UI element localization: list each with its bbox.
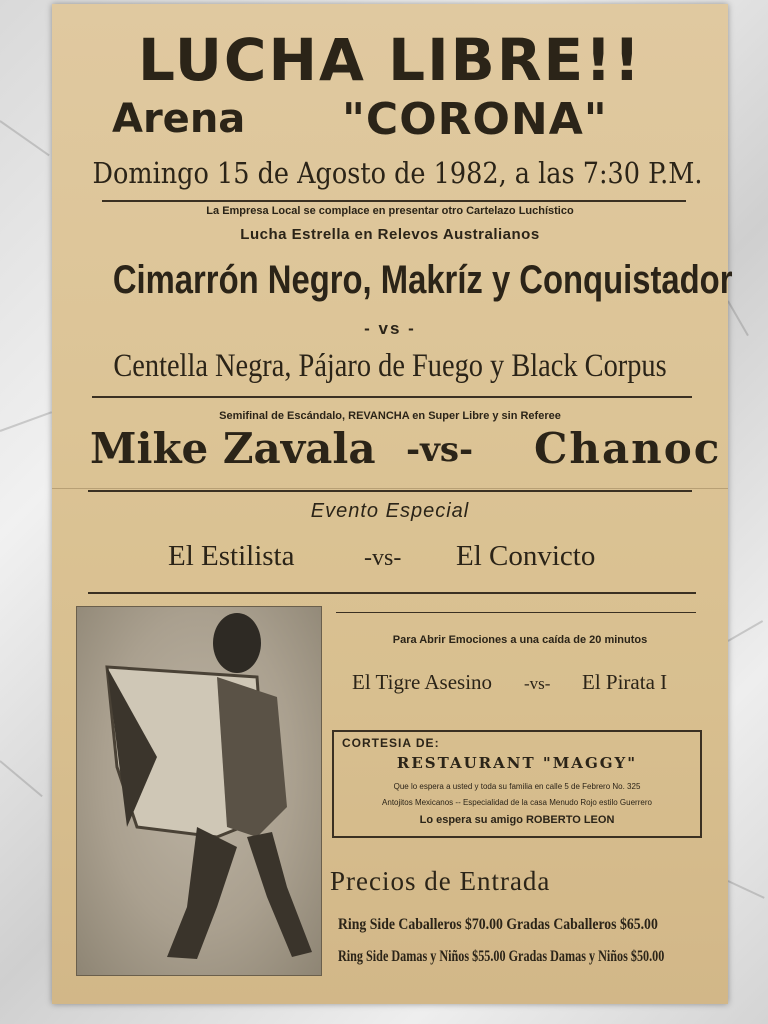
special-wrestler-left: El Estilista — [168, 540, 295, 572]
divider — [88, 592, 696, 594]
divider — [336, 612, 696, 613]
event-date: Domingo 15 de Agosto de 1982, a las 7:30 P.M. — [92, 156, 703, 190]
divider — [102, 200, 686, 202]
opener-wrestler-left: El Tigre Asesino — [352, 670, 493, 694]
intro-text: La Empresa Local se complace en presentar otro Cartelazo Luchístico — [206, 205, 574, 217]
special-event-label: Evento Especial — [310, 500, 470, 522]
opener-versus: -vs- — [524, 674, 551, 693]
divider — [88, 490, 692, 492]
marble-vein — [728, 880, 765, 899]
opener-label: Para Abrir Emociones a una caída de 20 minutos — [392, 634, 648, 646]
special-versus: -vs- — [364, 545, 402, 571]
prices-title: Precios de Entrada — [330, 866, 551, 896]
sponsor-line-1: Que lo espera a usted y toda su familia en calle 5 de Febrero No. 325 — [393, 782, 641, 791]
semifinal-wrestler-right: Chanoc — [534, 424, 722, 473]
wrestler-photo — [76, 606, 322, 976]
divider — [92, 396, 692, 398]
poster-title: LUCHA LIBRE!! — [137, 26, 643, 94]
arena-label: Arena — [112, 96, 246, 142]
fold-crease — [52, 488, 728, 489]
sponsor-box — [332, 730, 702, 838]
team-one: Cimarrón Negro, Makríz y Conquistador — [112, 258, 733, 302]
star-match-label: Lucha Estrella en Relevos Australianos — [240, 226, 540, 243]
semifinal-versus: -vs- — [406, 430, 474, 470]
marble-vein — [728, 620, 764, 642]
price-row-1: Ring Side Caballeros $70.00 Gradas Caballeros $65.00 — [338, 916, 658, 933]
sponsor-line-3: Lo espera su amigo ROBERTO LEON — [419, 814, 615, 826]
semifinal-label: Semifinal de Escándalo, REVANCHA en Super Libre y sin Referee — [219, 410, 561, 422]
wrestling-poster — [52, 4, 733, 1004]
price-row-2: Ring Side Damas y Niños $55.00 Gradas Damas y Niños $50.00 — [338, 948, 665, 965]
semifinal-wrestler-left: Mike Zavala — [90, 424, 376, 473]
marble-vein — [0, 120, 50, 156]
marble-vein — [0, 411, 52, 432]
sponsor-courtesy: CORTESIA DE: — [342, 736, 440, 750]
sponsor-line-2: Antojitos Mexicanos -- Especialidad de la casa Menudo Rojo estilo Guerrero — [382, 798, 652, 807]
team-two: Centella Negra, Pájaro de Fuego y Black Corpus — [113, 348, 667, 384]
versus-label: - vs - — [364, 319, 416, 338]
marble-vein — [727, 301, 749, 337]
special-wrestler-right: El Convicto — [456, 540, 596, 572]
sponsor-name: RESTAURANT "MAGGY" — [396, 754, 638, 772]
wrestler-silhouette-icon — [77, 607, 321, 975]
opener-wrestler-right: El Pirata I — [582, 670, 668, 694]
arena-name: "CORONA" — [342, 94, 608, 145]
marble-vein — [0, 760, 43, 797]
